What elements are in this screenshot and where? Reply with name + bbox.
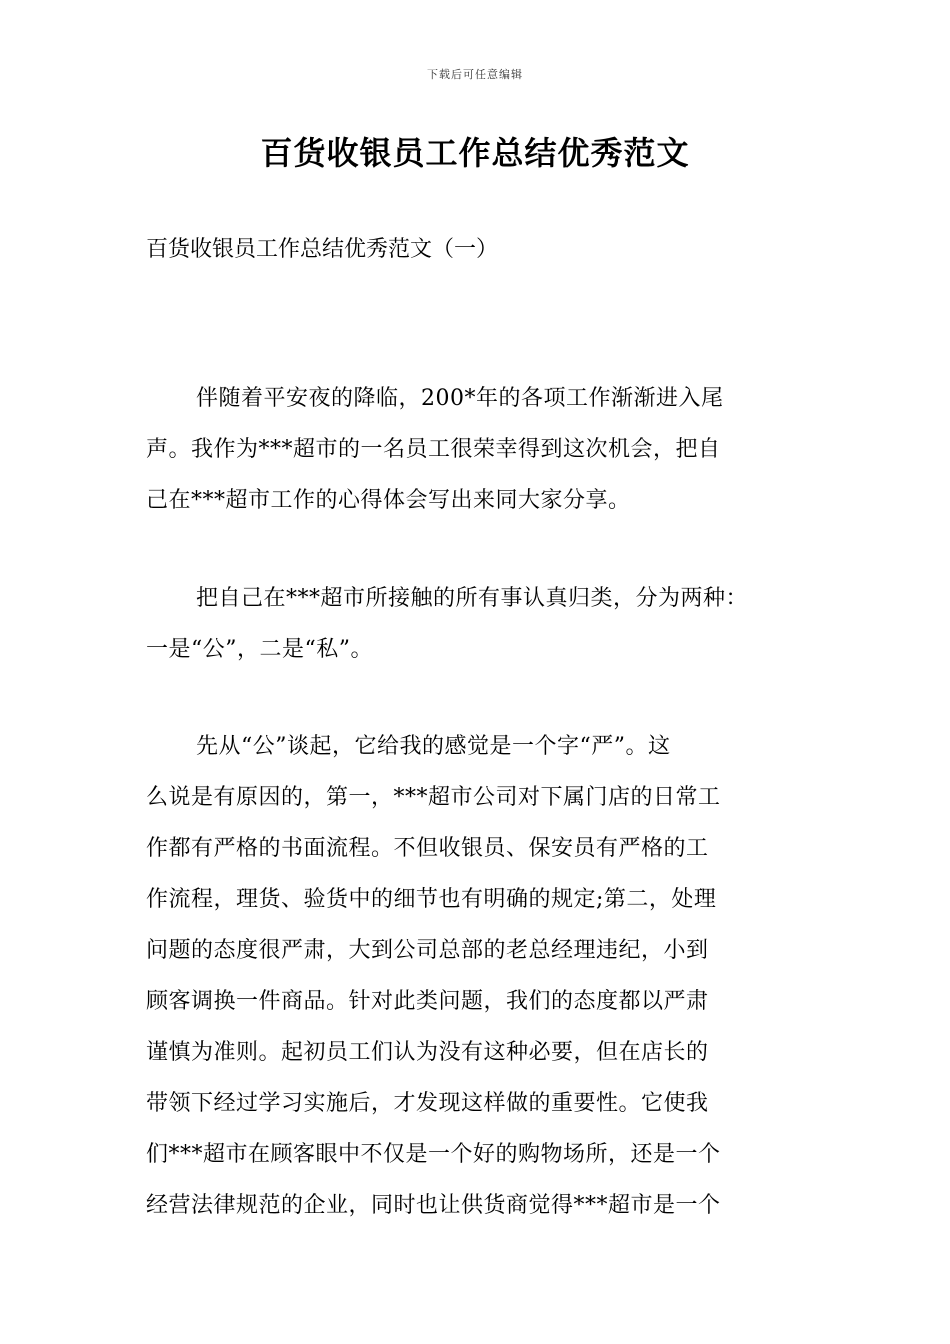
section-subtitle: 百货收银员工作总结优秀范文（一） <box>146 237 499 262</box>
paragraph-line: 谨慎为准则。起初员工们认为没有这种必要，但在店长的 <box>146 1040 709 1065</box>
paragraph-line: 作都有严格的书面流程。不但收银员、保安员有严格的工 <box>146 836 709 861</box>
paragraph-line: 问题的态度很严肃，大到公司总部的老总经理违纪，小到 <box>146 938 709 963</box>
paragraph-line: 声。我作为***超市的一名员工很荣幸得到这次机会，把自 <box>146 437 721 462</box>
header-note: 下载后可任意编辑 <box>427 68 523 81</box>
paragraph-line: 作流程，理货、验货中的细节也有明确的规定;第二，处理 <box>146 887 717 912</box>
paragraph-line: 顾客调换一件商品。针对此类问题，我们的态度都以严肃 <box>146 989 709 1014</box>
paragraph-line: 把自己在***超市所接触的所有事认真归类，分为两种： <box>196 586 749 611</box>
paragraph-line: 经营法律规范的企业，同时也让供货商觉得***超市是一个 <box>146 1193 721 1218</box>
paragraph-1 <box>146 373 808 526</box>
paragraph-line: 们***超市在顾客眼中不仅是一个好的购物场所，还是一个 <box>146 1142 721 1167</box>
paragraph-line: 么说是有原因的，第一，***超市公司对下属门店的日常工 <box>146 785 721 810</box>
paragraph-line: 先从“公”谈起，它给我的感觉是一个字“严”。这 <box>196 734 671 759</box>
paragraph-line: 己在***超市工作的心得体会写出来同大家分享。 <box>146 488 631 513</box>
paragraph-line: 伴随着平安夜的降临，200*年的各项工作渐渐进入尾 <box>196 386 724 411</box>
document-title: 百货收银员工作总结优秀范文 <box>260 134 690 172</box>
paragraph-3 <box>146 721 808 1231</box>
paragraph-2 <box>146 573 808 675</box>
paragraph-line: 带领下经过学习实施后，才发现这样做的重要性。它使我 <box>146 1091 709 1116</box>
paragraph-line: 一是“公”，二是“私”。 <box>146 637 373 662</box>
